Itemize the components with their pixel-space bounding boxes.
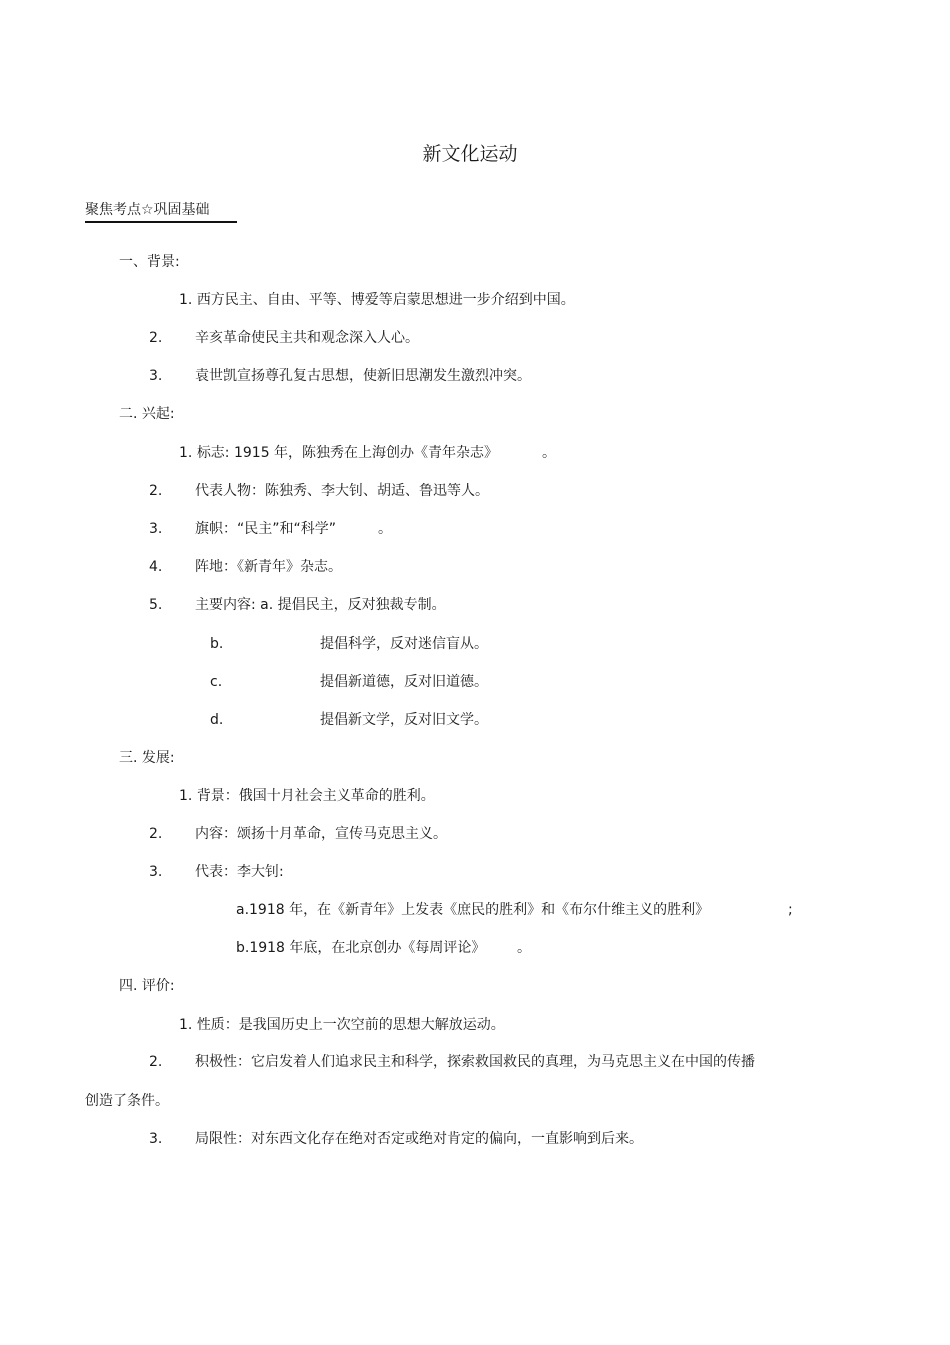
item-number: 1. xyxy=(179,788,193,804)
item-number: 3. xyxy=(149,521,163,537)
item-number: 5. xyxy=(149,597,163,613)
list-item xyxy=(179,444,498,462)
page-title: 新文化运动 xyxy=(422,143,518,165)
list-item xyxy=(179,291,575,309)
section-heading-background: 一、背景: xyxy=(119,254,180,270)
item-number: 2. xyxy=(149,330,163,346)
sub-item-label: d. xyxy=(210,712,224,728)
sub-item-text: 提倡科学，反对迷信盲从。 xyxy=(320,636,488,652)
section-heading-development: 三. 发展: xyxy=(119,750,175,766)
item-continuation: 创造了条件。 xyxy=(85,1093,169,1109)
item-text: 背景：俄国十月社会主义革命的胜利。 xyxy=(196,788,435,804)
section-heading-rise: 二. 兴起: xyxy=(119,406,175,422)
list-item xyxy=(179,787,435,805)
sub-item-label: b. xyxy=(210,636,224,652)
item-text: 标志: 1915 年，陈独秀在上海创办《青年杂志》 xyxy=(196,445,499,461)
item-text: 代表：李大钊: xyxy=(195,864,284,880)
sub-item-text: a.1918 年，在《新青年》上发表《庶民的胜利》和《布尔什维主义的胜利》 xyxy=(236,902,710,918)
item-number: 1. xyxy=(179,445,193,461)
item-number: 1. xyxy=(179,1017,193,1033)
item-text: 袁世凯宣扬尊孔复古思想，使新旧思潮发生激烈冲突。 xyxy=(195,368,531,384)
item-text: 西方民主、自由、平等、博爱等启蒙思想进一步介绍到中国。 xyxy=(196,292,575,308)
item-text: 主要内容: a. 提倡民主，反对独裁专制。 xyxy=(195,597,446,613)
item-number: 3. xyxy=(149,864,163,880)
item-number: 3. xyxy=(149,1131,163,1147)
sub-item-text: b.1918 年底，在北京创办《每周评论》 xyxy=(236,940,486,956)
list-item xyxy=(179,1016,505,1034)
item-text: 内容：颂扬十月革命，宣传马克思主义。 xyxy=(195,826,447,842)
item-text: 积极性：它启发着人们追求民主和科学，探索救国救民的真理，为马克思主义在中国的传播 xyxy=(195,1054,755,1070)
item-number: 2. xyxy=(149,483,163,499)
sub-item-text: 提倡新道德，反对旧道德。 xyxy=(320,674,488,690)
item-text: 旗帜：“民主”和“科学” xyxy=(195,521,337,537)
item-tail: ; xyxy=(788,902,793,918)
item-text: 局限性：对东西文化存在绝对否定或绝对肯定的偏向，一直影响到后来。 xyxy=(195,1131,643,1147)
sub-item-label: c. xyxy=(210,674,223,690)
item-number: 2. xyxy=(149,826,163,842)
item-number: 4. xyxy=(149,559,163,575)
item-text: 性质：是我国历史上一次空前的思想大解放运动。 xyxy=(196,1017,505,1033)
item-text: 辛亥革命使民主共和观念深入人心。 xyxy=(195,330,419,346)
item-tail: 。 xyxy=(542,445,556,461)
item-text: 代表人物：陈独秀、李大钊、胡适、鲁迅等人。 xyxy=(195,483,489,499)
sub-item-text: 提倡新文学，反对旧文学。 xyxy=(320,712,488,728)
item-number: 3. xyxy=(149,368,163,384)
section-heading-evaluation: 四. 评价: xyxy=(119,978,175,994)
item-tail: 。 xyxy=(378,521,392,537)
item-number: 1. xyxy=(179,292,193,308)
item-number: 2. xyxy=(149,1054,163,1070)
focus-heading: 聚焦考点☆巩固基础 xyxy=(85,201,237,223)
item-text: 阵地：《新青年》杂志。 xyxy=(195,559,342,575)
item-tail: 。 xyxy=(517,940,531,956)
